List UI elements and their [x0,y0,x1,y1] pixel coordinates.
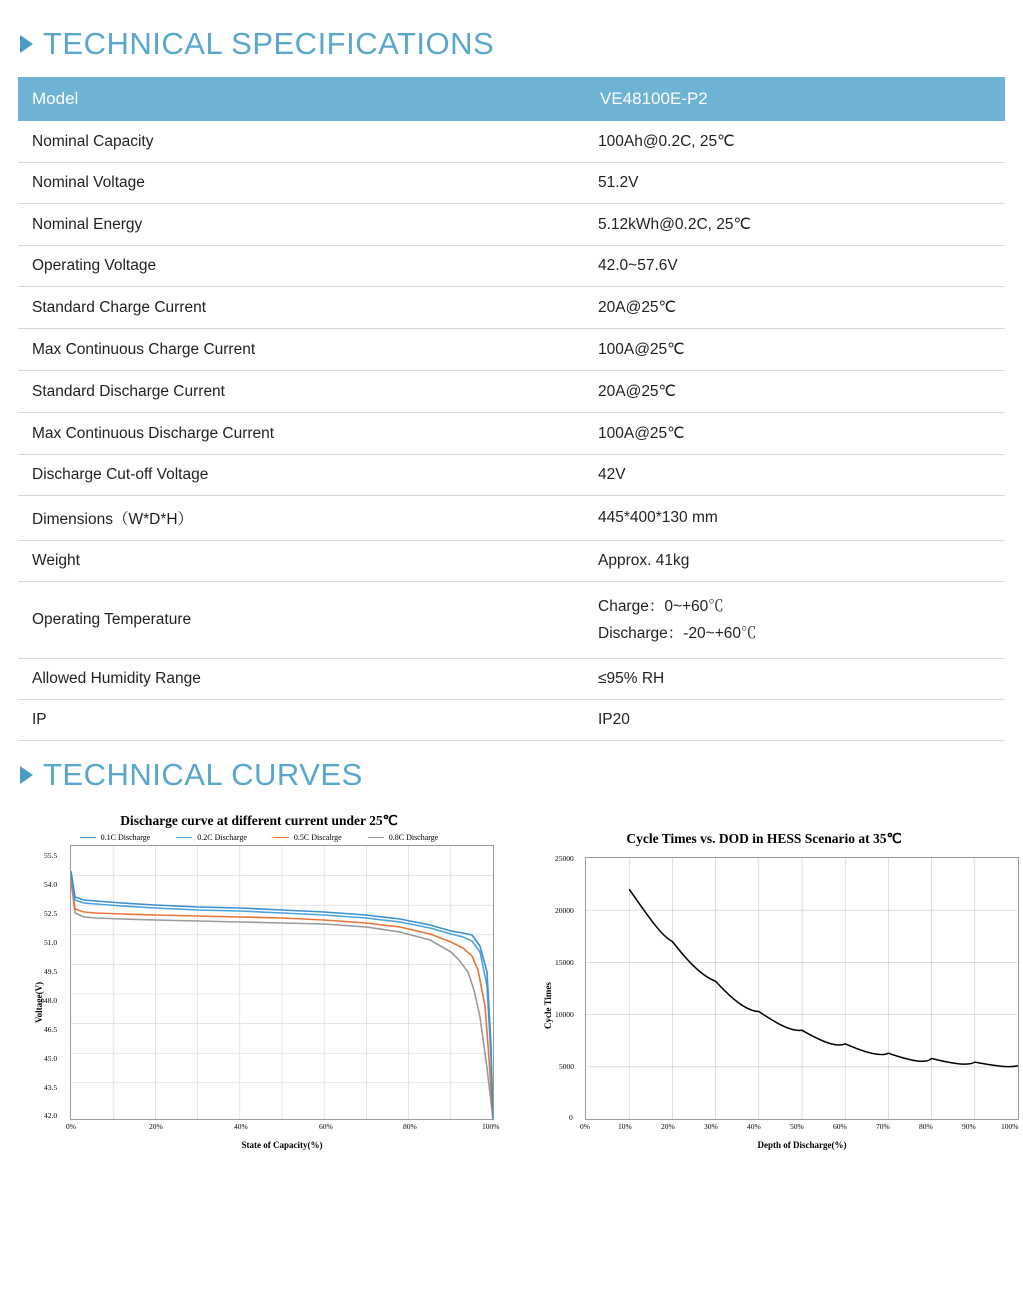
y-tick-label: 0 [569,1113,573,1123]
y-tick-label: 48.0 [44,996,58,1006]
legend-label: 0.2C Discharge [197,833,247,843]
table-row [18,455,1005,496]
section-title: TECHNICAL CURVES [43,757,363,793]
x-tick-label: 100% [482,1122,500,1132]
spec-value: 100A@25℃ [598,341,685,358]
spec-param: Max Continuous Discharge Current [32,424,275,442]
cycle-plot-area [585,857,1019,1120]
table-row [18,204,1005,246]
x-axis-label: Depth of Discharge(%) [757,1140,847,1151]
y-tick-label: 45.0 [44,1054,58,1064]
discharge-plot-svg [71,846,493,1119]
table-row [18,659,1005,700]
spec-value-charge: Charge：0~+60℃ [598,598,724,615]
legend-swatch [273,837,289,838]
spec-value: 51.2V [598,174,639,191]
specifications-table [18,77,1005,741]
x-tick-label: 20% [149,1122,163,1132]
spec-value: ≤95% RH [598,670,665,688]
spec-param: Discharge Cut-off Voltage [32,466,209,483]
y-tick-label: 20000 [555,906,574,916]
triangle-bullet-icon [20,35,33,53]
spec-value: 445*400*130 mm [598,509,718,526]
legend-item [176,833,247,842]
x-tick-label: 80% [919,1122,933,1132]
spec-value: 20A@25℃ [598,383,676,400]
cycle-plot-svg [586,858,1018,1119]
table-row [18,700,1005,741]
spec-param: Standard Discharge Current [32,382,225,400]
chart-title: Discharge curve at different current under 25℃ [120,813,398,829]
y-axis-label: Voltage(V) [34,982,44,1024]
table-row [18,371,1005,413]
y-tick-label: 55.5 [44,851,58,861]
table-row [18,329,1005,371]
spec-param: Dimensions（W*D*H） [32,511,194,528]
table-row [18,163,1005,204]
x-tick-label: 70% [876,1122,890,1132]
spec-value-discharge: Discharge：-20~+60℃ [598,625,757,643]
triangle-bullet-icon [20,766,33,784]
spec-value: 42V [598,466,626,483]
y-tick-label: 10000 [555,1010,574,1020]
chart-title: Cycle Times vs. DOD in HESS Scenario at 35℃ [626,831,902,847]
spec-value [586,582,1005,659]
legend-label: 0.1C Discharge [100,833,151,843]
table-row [18,582,1005,659]
legend-swatch [368,837,384,838]
spec-param: Allowed Humidity Range [32,670,201,688]
spec-param: Weight [32,552,80,569]
x-axis-label: State of Capacity(%) [241,1140,323,1151]
spec-param: Standard Charge Current [32,298,207,316]
y-tick-label: 54.0 [44,880,58,890]
spec-value: 100Ah@0.2C, 25℃ [598,133,735,150]
table-header-row [18,77,1005,121]
column-header-value: VE48100E-P2 [586,77,1005,121]
table-row [18,121,1005,163]
legend-item [368,833,439,842]
x-tick-label: 80% [403,1122,417,1132]
table-row [18,413,1005,455]
spec-param: Nominal Energy [32,215,143,233]
x-tick-label: 30% [704,1122,718,1132]
x-tick-label: 0% [66,1122,76,1132]
y-tick-label: 52.5 [44,909,58,919]
legend-item [80,833,151,842]
x-tick-label: 40% [234,1122,248,1132]
x-tick-label: 0% [580,1122,590,1132]
y-tick-label: 51.0 [44,938,58,948]
technical-specifications-heading [18,0,1005,62]
section-title: TECHNICAL SPECIFICATIONS [43,26,495,61]
table-row [18,496,1005,541]
spec-param: Operating Temperature [32,611,192,629]
x-tick-label: 20% [661,1122,675,1132]
column-header-parameter: Model [18,77,586,121]
table-row [18,287,1005,329]
spec-value: Approx. 41kg [598,552,690,569]
legend-item [273,833,342,842]
cycle-times-chart [529,813,1019,1151]
y-tick-label: 15000 [555,958,574,968]
y-axis-label: Cycle Times [543,982,553,1030]
y-tick-label: 49.5 [44,967,58,977]
spec-value: 42.0~57.6V [598,257,678,274]
spec-value: 20A@25℃ [598,299,676,316]
spec-value: IP20 [598,711,630,729]
x-tick-label: 40% [747,1122,761,1132]
x-tick-label: 60% [319,1122,333,1132]
x-tick-label: 90% [962,1122,976,1132]
discharge-plot-area [70,845,494,1120]
y-tick-label: 5000 [559,1062,574,1072]
legend-swatch [80,837,96,838]
x-tick-label: 10% [618,1122,632,1132]
spec-param: Nominal Capacity [32,132,154,150]
spec-param: IP [32,711,47,729]
y-tick-label: 25000 [555,854,574,864]
charts-container [18,813,1019,1151]
legend-label: 0.5C Discalrge [293,833,342,843]
table-row [18,246,1005,287]
spec-param: Operating Voltage [32,257,157,274]
technical-curves-heading [18,741,1005,793]
y-tick-label: 42.0 [44,1111,58,1121]
legend-swatch [176,837,192,838]
x-tick-label: 50% [790,1122,804,1132]
chart-legend [24,833,494,842]
spec-param: Nominal Voltage [32,174,145,191]
y-tick-label: 46.5 [44,1025,58,1035]
table-row [18,541,1005,582]
discharge-curve-chart [24,813,500,1151]
x-tick-label: 60% [833,1122,847,1132]
legend-label: 0.8C Discharge [388,833,439,843]
y-tick-label: 43.5 [44,1083,58,1093]
spec-param: Max Continuous Charge Current [32,340,256,358]
spec-value: 100A@25℃ [598,425,685,442]
x-tick-label: 100% [1001,1122,1019,1132]
spec-value: 5.12kWh@0.2C, 25℃ [598,216,751,233]
